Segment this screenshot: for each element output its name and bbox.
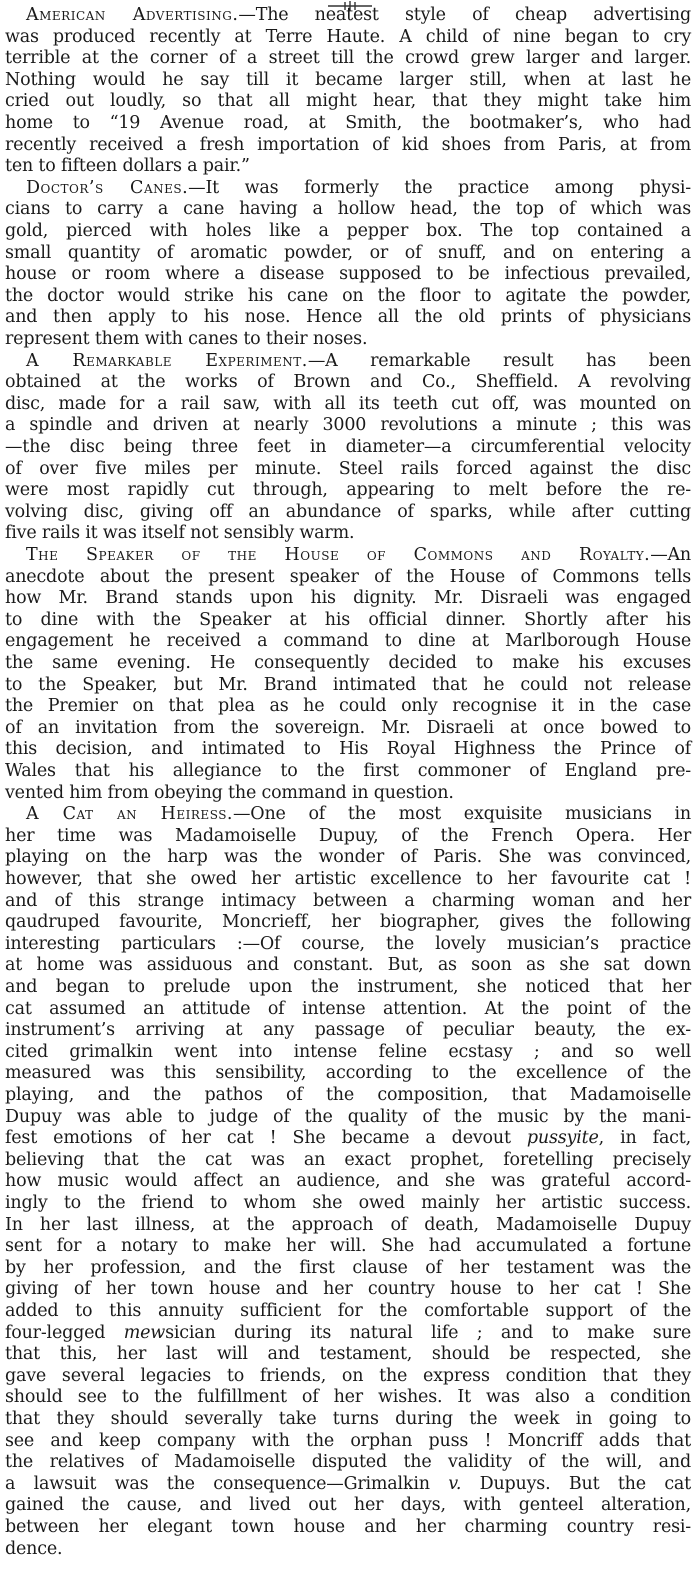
text-line: gold, pierced with holes like a pepper box. The top contained a [5,221,691,241]
text-line: gained the cause, and lived out her days, with genteel alteration, [5,1495,691,1516]
text-line: how Mr. Brand stands upon his dignity. Mr. Disraeli was engaged [5,588,691,609]
text-line: Wales that his allegiance to the first commoner of England pre- [5,761,691,781]
article-heading: The Speaker of the House of Commons and Royalty. [26,545,651,565]
text-line: small quantity of aromatic powder, or of snuff, and on entering a [5,242,691,263]
text-line: the doctor would strike his cane on the floor to agitate the powder, [5,285,691,306]
text-line: between her elegant town house and her charming country resi- [5,1517,691,1537]
article-heading: A Cat an Heiress. [26,804,233,825]
article-remarkable-experiment-line: A Remarkable Experiment.—A remarkable result has been [26,350,692,371]
article-doctors-canes-line: Doctor’s Canes.—It was formerly the practice among physi- [26,177,691,198]
text-line: however, that she owed her artistic excellence to her favourite cat ! [5,869,691,889]
italic-word-mewsician: mew [123,1322,166,1343]
text-line: how music would affect an audience, and she was grateful accord- [5,1171,691,1192]
text-line: that this, her last will and testament, should be respected, she [5,1344,691,1365]
text-line: a lawsuit was the consequence—Grimalkin v. Dupuys. But the cat [5,1473,692,1494]
text-line: and then apply to his nose. Hence all the old prints of physicians [5,307,691,328]
text-line: the relatives of Madamoiselle disputed the validity of the will, and [5,1452,691,1473]
text-line: and of this strange intimacy between a charming woman and her [5,890,691,911]
text-line: gave several legacies to friends, on the express condition that they [5,1365,691,1386]
text-line: the same evening. He consequently decided to make his excuses [5,653,691,673]
text-line: cried out loudly, so that all might hear, that they might take him [5,91,691,112]
text-line: believing that the cat was an exact prophet, foretelling precisely [5,1149,691,1170]
text-line: four-legged mewsician during its natural life ; and to make sure [5,1322,691,1343]
text-line: a spindle and driven at nearly 3000 revolutions a minute ; this was [5,415,691,436]
text-line: were most rapidly cut through, appearing to melt before the re- [5,480,691,501]
text-line: at home was assiduous and constant. But, as soon as she sat down [5,955,691,976]
text-line: cited grimalkin went into intense feline ecstasy ; and so well [5,1041,691,1062]
text-line: house or room where a disease supposed to be infectious prevailed, [5,264,691,285]
text-line: the Premier on that plea as he could only recognise it in the case [5,696,691,717]
text-line: should see to the fulfillment of her wishes. It was also a condition [5,1387,691,1408]
text-line: to dine with the Speaker at his official dinner. Shortly after his [5,609,691,630]
text-line: interesting particulars :—Of course, the lovely musician’s practice [5,933,691,954]
text-line: playing, and the pathos of the composition, that Madamoiselle [5,1085,691,1105]
text-line: ingly to the friend to whom she owed mainly her artistic success. [5,1193,691,1213]
text-line: In her last illness, at the approach of death, Madamoiselle Dupuy [5,1214,691,1235]
text-line: —the disc being three feet in diameter—a circumferential velocity [5,437,691,457]
text-line: of an invitation from the sovereign. Mr. Disraeli at once bowed to [5,717,691,738]
text-line: to the Speaker, but Mr. Brand intimated that he could not release [5,674,691,695]
text-line: of over five miles per minute. Steel rails forced against the disc [5,458,691,479]
text-line: recently received a fresh importation of kid shoes from Paris, at from [5,134,691,155]
text-line: and began to prelude upon the instrument, she noticed that her [5,977,691,997]
article-speaker-line: The Speaker of the House of Commons and Royalty.—An [26,545,691,565]
text-line: by her profession, and the first clause of her testament was the [5,1257,691,1278]
text-line: dence. [5,1538,63,1559]
text-line: cat assumed an attitude of intense attention. At the point of the [5,998,691,1019]
text-line: was produced recently at Terre Haute. A child of nine began to cry [5,26,691,47]
text-line: measured was this sensibility, according to the excellence of the [5,1063,691,1084]
text-line: obtained at the works of Brown and Co., Sheffield. A revolving [5,372,691,393]
article-heading: American Advertising. [26,5,239,25]
text-line: see and keep company with the orphan puss ! Moncriff adds that [5,1430,691,1451]
text-line: disc, made for a rail saw, with all its teeth cut off, was mounted on [5,393,691,414]
text-line: that they should severally take turns during the week in going to [5,1409,691,1429]
text-line: terrible at the corner of a street till the crowd grew larger and larger. [5,48,691,69]
text-line: five rails it was itself not sensibly warm. [5,523,355,544]
article-cat-heiress-line: A Cat an Heiress.—One of the most exquisite musicians in [26,804,692,825]
text-line: vented him from obeying the command in question. [5,782,454,803]
article-american-advertising-line: American Advertising.—The neatest style of cheap advertising [26,5,691,25]
text-line: her time was Madamoiselle Dupuy, of the French Opera. Her [5,825,691,846]
text-line: engagement he received a command to dine at Marlborough House [5,631,691,652]
text-line: this decision, and intimated to His Royal Highness the Prince of [5,739,691,760]
text-line: anecdote about the present speaker of the House of Commons tells [5,566,691,587]
text-line: giving of her town house and her country house to her cat ! She [5,1279,691,1300]
article-heading: A Remarkable Experiment. [26,350,308,371]
text-line: qaudruped favourite, Moncrieff, her biographer, gives the following [5,912,691,933]
italic-abbrev-v: v. [448,1473,462,1494]
text-line: Nothing would he say till it became larger still, when at last he [5,69,691,90]
text-line: instrument’s arriving at any passage of peculiar beauty, the ex- [5,1020,691,1041]
text-line: cians to carry a cane having a hollow head, the top of which was [5,199,691,220]
text-line: Dupuy was able to judge of the quality of the music by the mani- [5,1106,691,1127]
text-line: home to “19 Avenue road, at Smith, the bootmaker’s, who had [5,113,691,133]
text-line: volving disc, giving off an abundance of sparks, while after cutting [5,501,691,522]
italic-word-pussyite: pussyite [526,1128,599,1149]
text-line: ten to fifteen dollars a pair.” [5,156,250,177]
text-line: added to this annuity sufficient for the comfortable support of the [5,1301,691,1321]
text-line: represent them with canes to their noses. [5,329,368,349]
text-line: fest emotions of her cat ! She became a devout pussyite, in fact, [5,1128,691,1149]
text-line: playing on the harp was the wonder of Paris. She was convinced, [5,847,691,868]
article-heading: Doctor’s Canes. [26,177,189,198]
text-line: sent for a notary to make her will. She had accumulated a fortune [5,1236,691,1257]
